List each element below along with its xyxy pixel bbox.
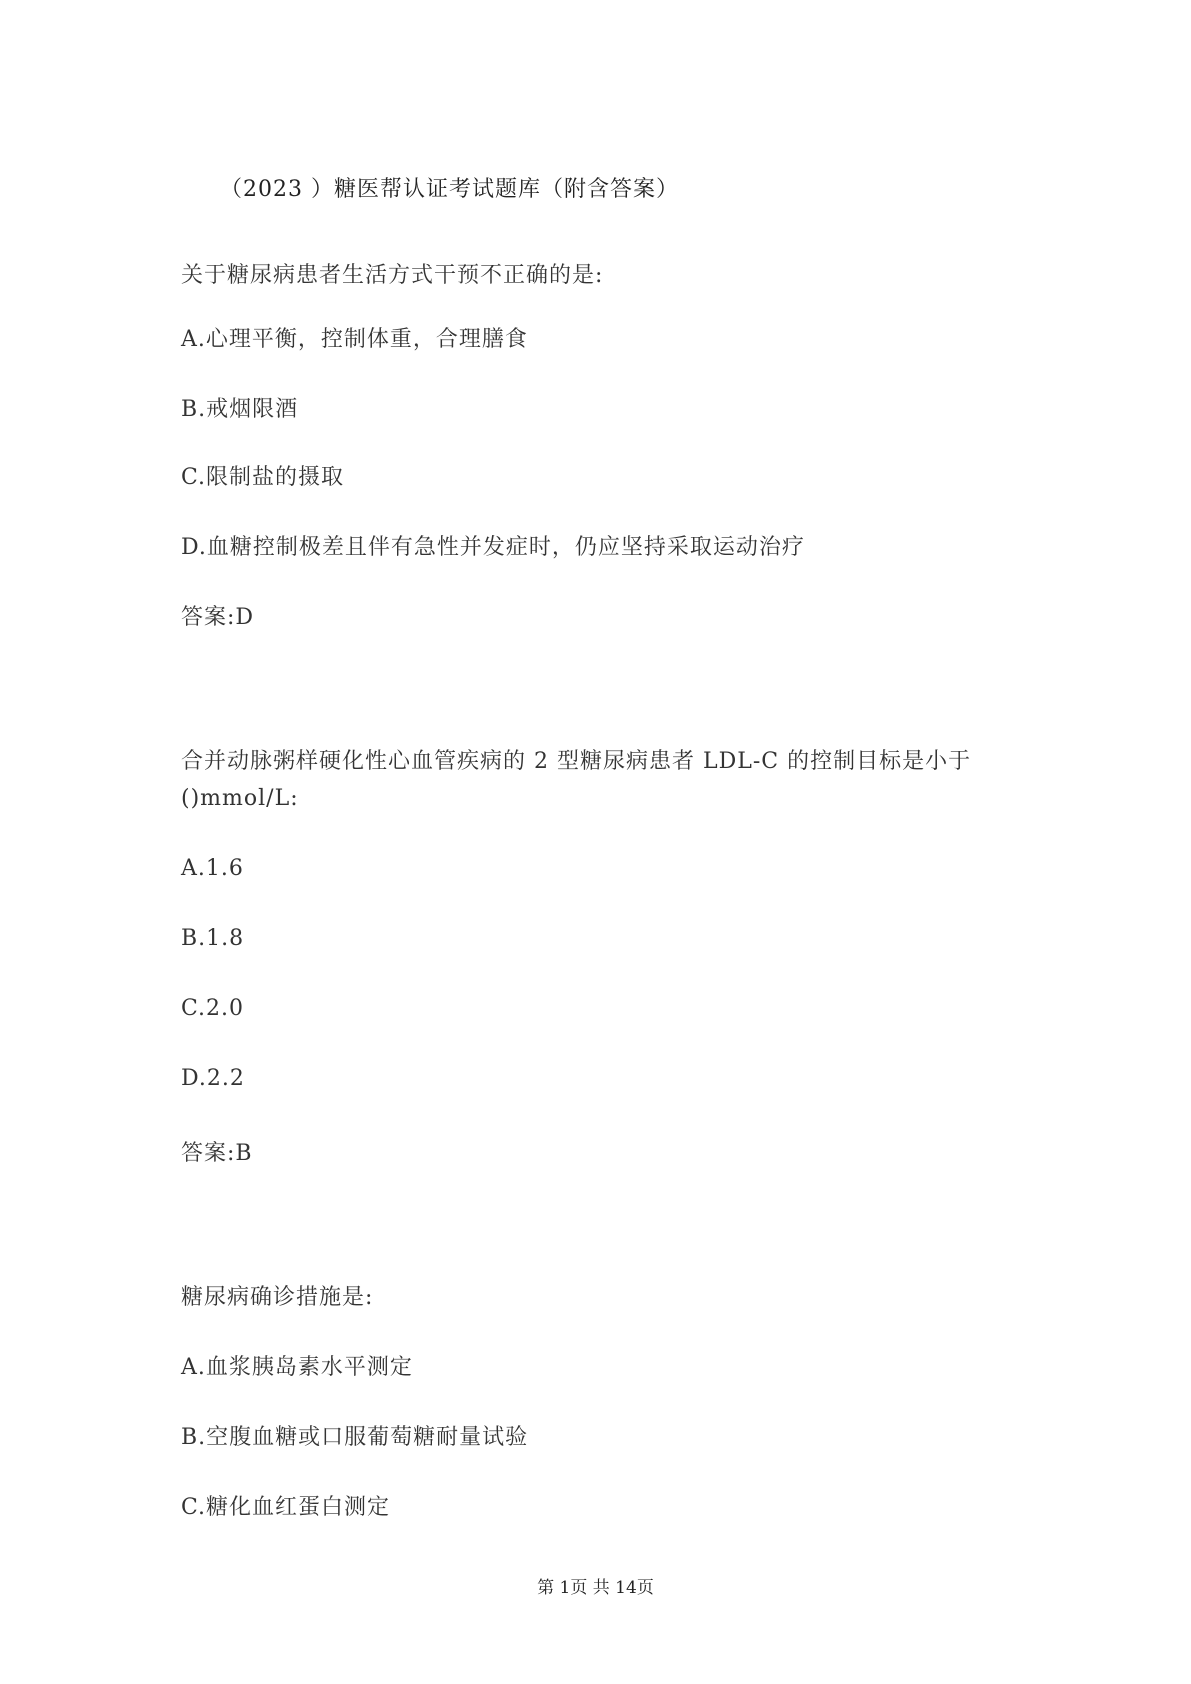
question-3-stem: 糖尿病确诊措施是: — [181, 1285, 374, 1310]
question-2-option-b: B.1.8 — [181, 926, 245, 951]
question-3-option-a: A.血浆胰岛素水平测定 — [181, 1355, 413, 1380]
question-2-option-a: A.1.6 — [181, 856, 244, 881]
question-2-stem-line2: ()mmol/L: — [181, 786, 299, 811]
question-3-option-c: C.糖化血红蛋白测定 — [181, 1495, 391, 1520]
question-2-option-c: C.2.0 — [181, 996, 245, 1021]
question-1-option-b: B.戒烟限酒 — [181, 397, 299, 422]
question-1-option-c: C.限制盐的摄取 — [181, 465, 345, 490]
document-title: （2023 ）糖医帮认证考试题库（附含答案） — [220, 177, 679, 202]
question-1-stem: 关于糖尿病患者生活方式干预不正确的是: — [181, 263, 604, 288]
page-footer: 第 1页 共 14页 — [537, 1578, 654, 1598]
question-2-option-d: D.2.2 — [181, 1066, 245, 1091]
question-2-stem-line1: 合并动脉粥样硬化性心血管疾病的 2 型糖尿病患者 LDL-C 的控制目标是小于 — [181, 749, 972, 774]
question-1-option-d: D.血糖控制极差且伴有急性并发症时，仍应坚持采取运动治疗 — [181, 535, 805, 560]
question-1-option-a: A.心理平衡，控制体重，合理膳食 — [181, 327, 528, 352]
question-3-option-b: B.空腹血糖或口服葡萄糖耐量试验 — [181, 1425, 529, 1450]
question-2-answer: 答案:B — [181, 1141, 253, 1166]
question-1-answer: 答案:D — [181, 605, 255, 630]
